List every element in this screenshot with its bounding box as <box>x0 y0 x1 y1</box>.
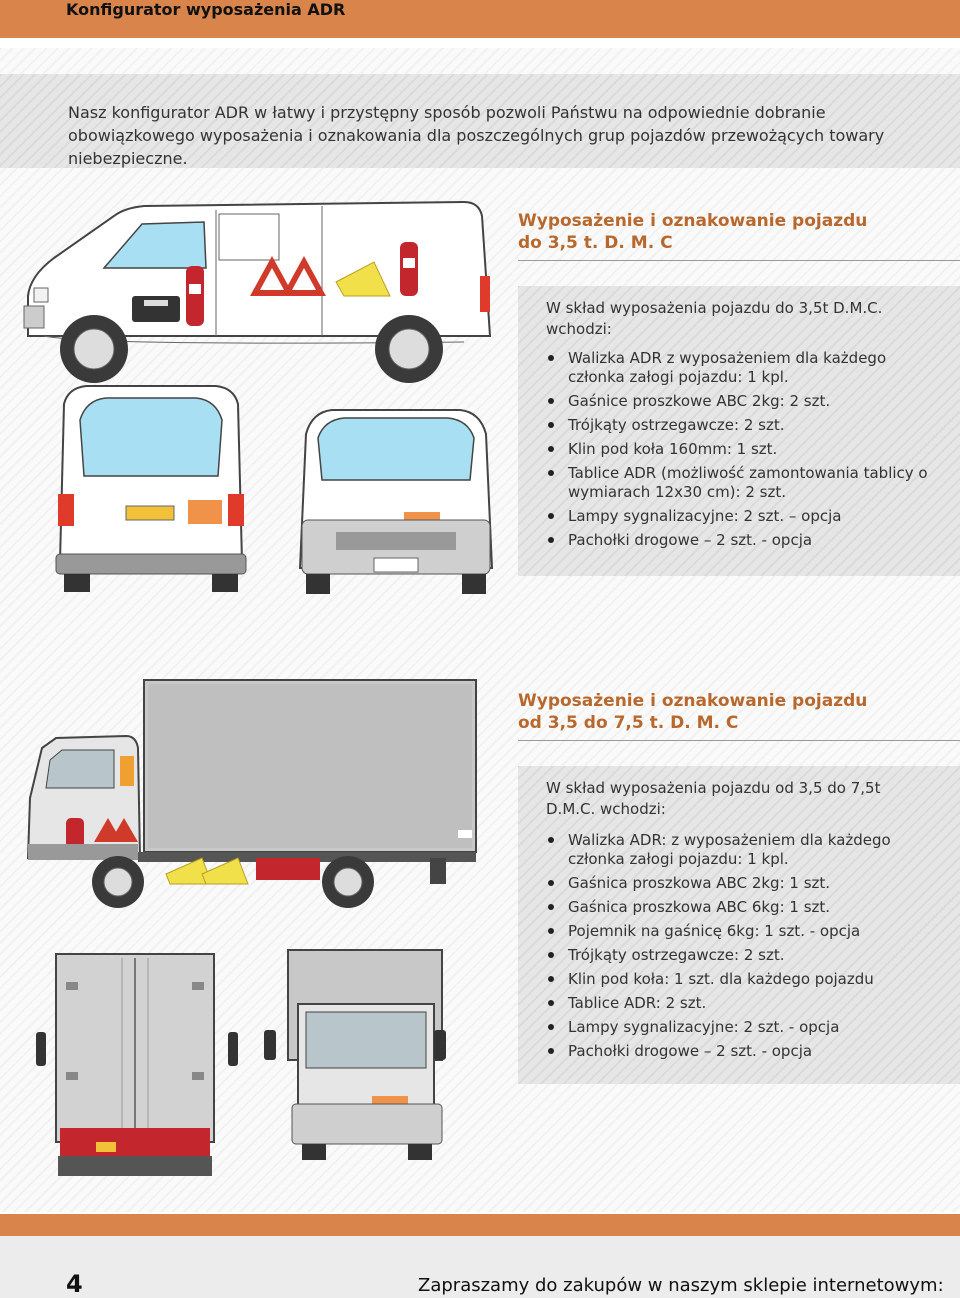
list-item: Gaśnica proszkowa ABC 2kg: 1 szt. <box>546 874 936 893</box>
section-1-title <box>518 210 867 254</box>
section-2-divider <box>518 740 960 741</box>
footer <box>0 1236 960 1298</box>
section-1-divider <box>518 260 960 261</box>
list-item: Walizka ADR z wyposażeniem dla każdego członka załogi pojazdu: 1 kpl. <box>546 349 936 387</box>
section-2-intro: W skład wyposażenia pojazdu od 3,5 do 7,5t D.M.C. wchodzi: <box>546 779 881 818</box>
section-2-title-line1: Wyposażenie i oznakowanie pojazdu <box>518 691 868 711</box>
section-2-title-line2: od 3,5 do 7,5 t. D. M. C <box>518 713 739 733</box>
list-item: Lampy sygnalizacyjne: 2 szt. – opcja <box>546 507 936 526</box>
section-1-title-line1: Wyposażenie i oznakowanie pojazdu <box>518 211 868 231</box>
section-1-intro: W skład wyposażenia pojazdu do 3,5t D.M.C. wchodzi: <box>546 299 883 338</box>
truck-side-icon <box>26 678 478 910</box>
section-1-title-line2: do 3,5 t. D. M. C <box>518 233 673 253</box>
intro-text: Nasz konfigurator ADR w łatwy i przystępny sposób pozwoli Państwu na odpowiednie dobranie obowiązkowego wyposażenia i oznakowania dla poszczególnych grup pojazdów przewożących towary niebezpieczne. <box>68 103 885 168</box>
truck-rear-icon <box>36 952 240 1176</box>
list-item: Trójkąty ostrzegawcze: 2 szt. <box>546 416 936 435</box>
page-header-title: Konfigurator wyposażenia ADR <box>66 0 346 19</box>
top-bar <box>0 0 960 38</box>
section-2-list <box>546 831 936 1066</box>
section-1-panel <box>518 286 960 576</box>
list-item: Pachołki drogowe – 2 szt. - opcja <box>546 1042 936 1061</box>
van-front-icon <box>296 408 496 598</box>
list-item: Gaśnice proszkowe ABC 2kg: 2 szt. <box>546 392 936 411</box>
list-item: Pachołki drogowe – 2 szt. - opcja <box>546 531 936 550</box>
truck-front-icon <box>262 950 448 1160</box>
list-item: Klin pod koła: 1 szt. dla każdego pojazdu <box>546 970 936 989</box>
bottom-bar <box>0 1214 960 1236</box>
section-2-panel <box>518 766 960 1084</box>
section-2-title <box>518 690 867 734</box>
list-item: Klin pod koła 160mm: 1 szt. <box>546 440 936 459</box>
list-item: Gaśnica proszkowa ABC 6kg: 1 szt. <box>546 898 936 917</box>
van-side-icon <box>24 196 494 391</box>
list-item: Walizka ADR: z wyposażeniem dla każdego członka załogi pojazdu: 1 kpl. <box>546 831 936 869</box>
section-1-list <box>546 349 936 555</box>
list-item: Tablice ADR (możliwość zamontowania tablicy o wymiarach 12x30 cm): 2 szt. <box>546 464 936 502</box>
list-item: Pojemnik na gaśnicę 6kg: 1 szt. - opcja <box>546 922 936 941</box>
intro-box <box>0 74 960 168</box>
footer-text: Zapraszamy do zakupów w naszym sklepie internetowym: <box>418 1275 944 1296</box>
list-item: Lampy sygnalizacyjne: 2 szt. - opcja <box>546 1018 936 1037</box>
list-item: Tablice ADR: 2 szt. <box>546 994 936 1013</box>
list-item: Trójkąty ostrzegawcze: 2 szt. <box>546 946 936 965</box>
page-number: 4 <box>66 1270 83 1298</box>
van-rear-icon <box>56 384 246 594</box>
